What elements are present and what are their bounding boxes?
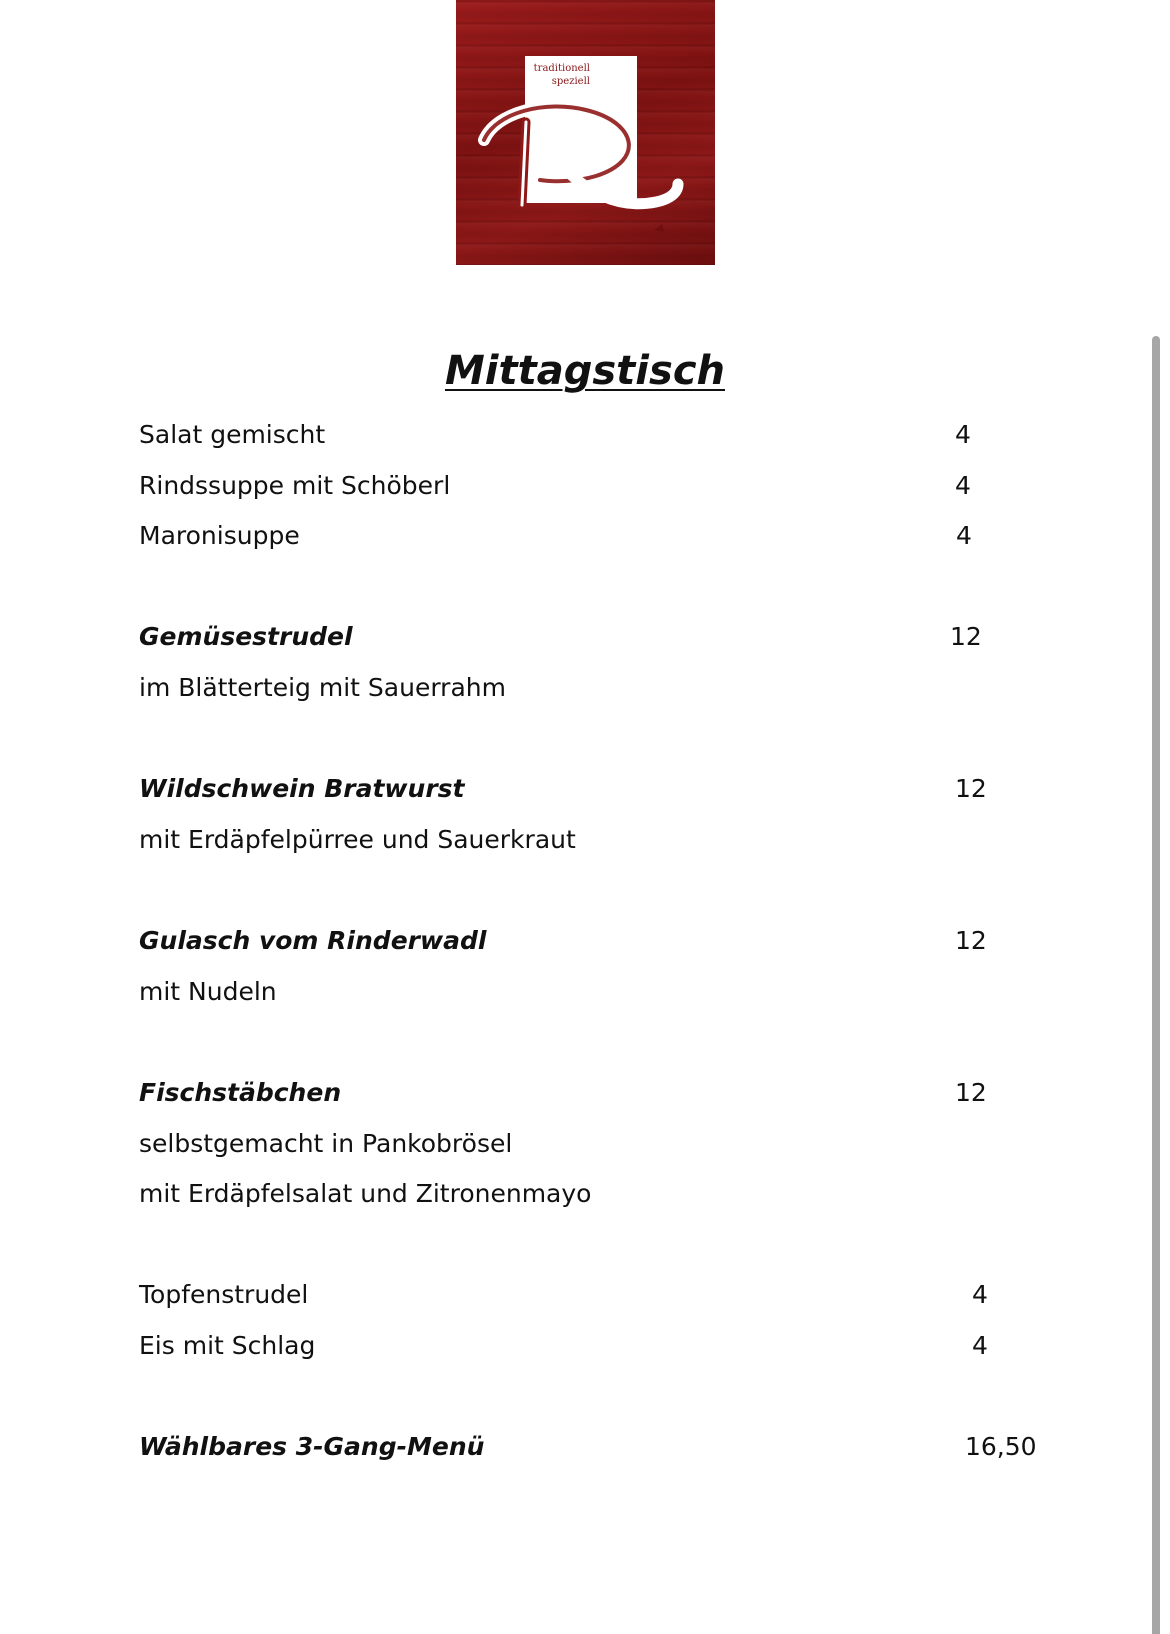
menu-item-price: 4: [956, 521, 972, 550]
menu-title: Mittagstisch: [444, 348, 726, 394]
menu-item-name: Maronisuppe: [139, 521, 300, 550]
menu-item-name: Gemüsestrudel: [139, 622, 353, 651]
menu-item-name: Salat gemischt: [139, 420, 326, 449]
menu-item-price: 12: [955, 1078, 987, 1107]
menu-item-price: 4: [955, 471, 971, 500]
set-menu-name: Wählbares 3-Gang-Menü: [139, 1432, 485, 1461]
vertical-scrollbar[interactable]: [1152, 336, 1160, 1634]
menu-item-description: selbstgemacht in Pankobrösel: [139, 1129, 513, 1158]
menu-item-description: mit Erdäpfelsalat und Zitronenmayo: [139, 1179, 592, 1208]
menu-item-price: 4: [972, 1331, 988, 1360]
menu-item-description: mit Erdäpfelpürree und Sauerkraut: [139, 825, 576, 854]
logo-tagline: [526, 62, 590, 88]
logo-r-icon: [456, 0, 715, 265]
menu-item-description: im Blätterteig mit Sauerrahm: [139, 673, 506, 702]
menu-item-price: 12: [955, 926, 987, 955]
menu-item-price: 4: [955, 420, 971, 449]
menu-item-description: mit Nudeln: [139, 977, 277, 1006]
menu-item-name: Topfenstrudel: [139, 1280, 309, 1309]
logo-tagline-2: speziell: [551, 76, 590, 87]
menu-item-name: Fischstäbchen: [139, 1078, 342, 1107]
restaurant-logo: [456, 0, 715, 265]
logo-tagline-1: traditionell: [533, 63, 590, 74]
menu-item-name: Wildschwein Bratwurst: [139, 774, 465, 803]
menu-item-price: 12: [955, 774, 987, 803]
menu-item-name: Rindssuppe mit Schöberl: [139, 471, 451, 500]
set-menu-price: 16,50: [965, 1432, 1037, 1461]
menu-item-name: Eis mit Schlag: [139, 1331, 316, 1360]
menu-item-name: Gulasch vom Rinderwadl: [139, 926, 487, 955]
menu-item-price: 12: [950, 622, 982, 651]
menu-item-price: 4: [972, 1280, 988, 1309]
